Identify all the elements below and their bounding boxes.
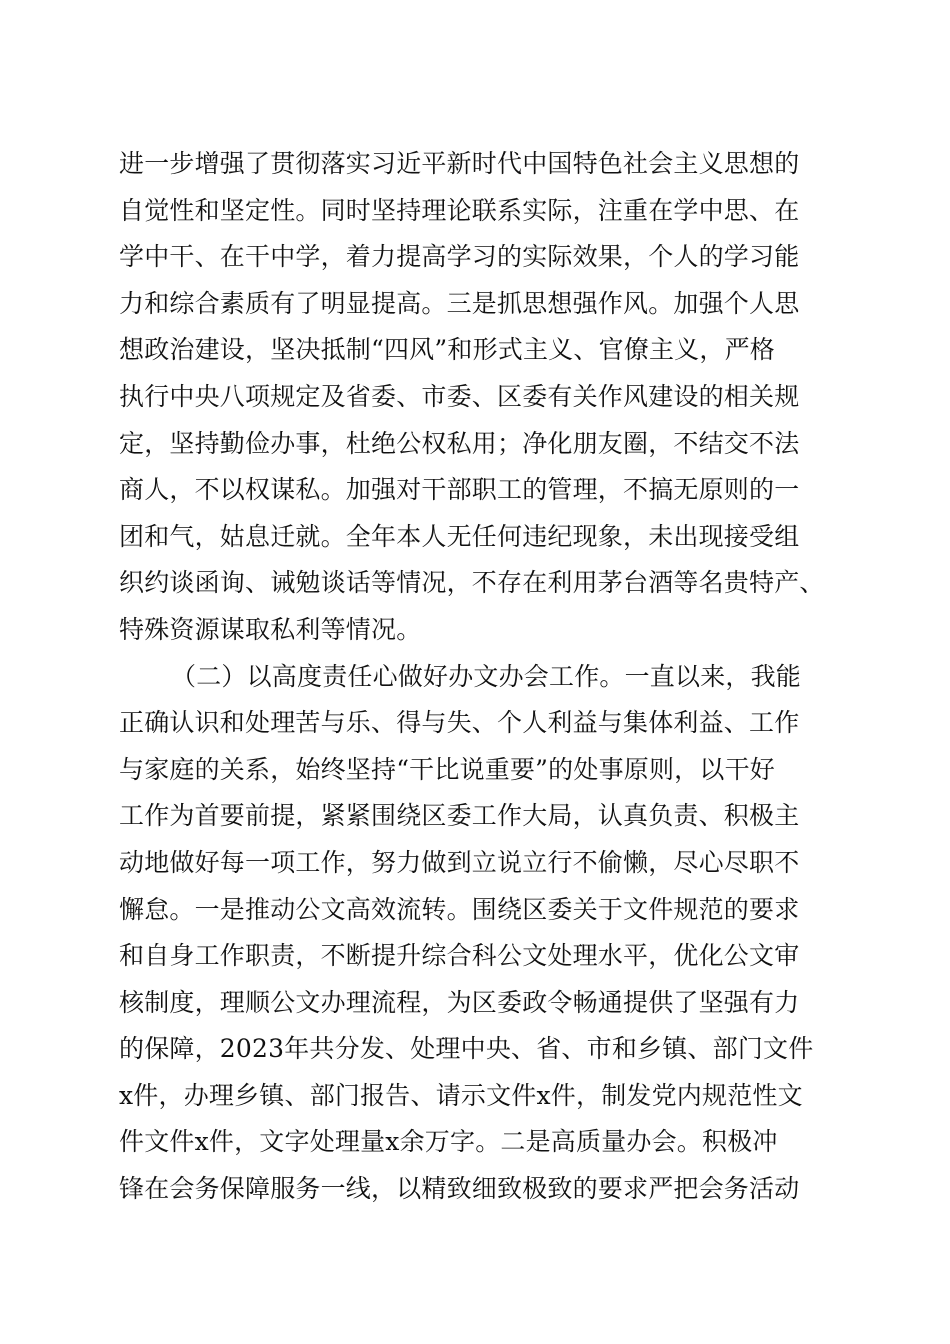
text-line: 正确认识和处理苦与乐、得与失、个人利益与集体利益、工作 <box>119 708 800 738</box>
text-line: 定，坚持勤俭办事，杜绝公权私用；净化朋友圈，不结交不法 <box>119 428 800 458</box>
text-line: 件文件x件，文字处理量x余万字。二是高质量办会。积极冲 <box>119 1127 778 1157</box>
text-line: x件，办理乡镇、部门报告、请示文件x件，制发党内规范性文 <box>119 1080 803 1110</box>
text-line: 懈怠。一是推动公文高效流转。围绕区委关于文件规范的要求 <box>119 894 800 924</box>
text-line: 执行中央八项规定及省委、市委、区委有关作风建设的相关规 <box>119 381 800 411</box>
text-line: 想政治建设，坚决抵制“四风”和形式主义、官僚主义，严格 <box>119 335 775 365</box>
section-heading-line: （二）以高度责任心做好办文办会工作。一直以来，我能 <box>171 661 802 691</box>
text-line: 与家庭的关系，始终坚持“干比说重要”的处事原则，以干好 <box>119 754 775 784</box>
text-line: 锋在会务保障服务一线，以精致细致极致的要求严把会务活动 <box>119 1174 800 1204</box>
text-line: 和自身工作职责，不断提升综合科公文处理水平，优化公文审 <box>119 941 800 971</box>
text-line: 力和综合素质有了明显提高。三是抓思想强作风。加强个人思 <box>119 288 800 318</box>
text-line: 织约谈函询、诫勉谈话等情况，不存在利用茅台酒等名贵特产、 <box>119 568 825 598</box>
text-line: 工作为首要前提，紧紧围绕区委工作大局，认真负责、积极主 <box>119 801 800 831</box>
text-line: 商人，不以权谋私。加强对干部职工的管理，不搞无原则的一 <box>119 475 800 505</box>
text-line: 特殊资源谋取私利等情况。 <box>119 614 422 644</box>
text-line: 动地做好每一项工作，努力做到立说立行不偷懒，尽心尽职不 <box>119 847 800 877</box>
text-line: 核制度，理顺公文办理流程，为区委政令畅通提供了坚强有力 <box>119 987 800 1017</box>
text-line: 自觉性和坚定性。同时坚持理论联系实际，注重在学中思、在 <box>119 195 800 225</box>
body-text <box>119 144 831 1216</box>
text-line: 的保障，2023年共分发、处理中央、省、市和乡镇、部门文件 <box>119 1034 814 1064</box>
text-line: 进一步增强了贯彻落实习近平新时代中国特色社会主义思想的 <box>119 149 800 178</box>
text-line: 团和气，姑息迁就。全年本人无任何违纪现象，未出现接受组 <box>119 521 800 551</box>
text-line: 学中干、在干中学，着力提高学习的实际效果，个人的学习能 <box>119 242 800 272</box>
